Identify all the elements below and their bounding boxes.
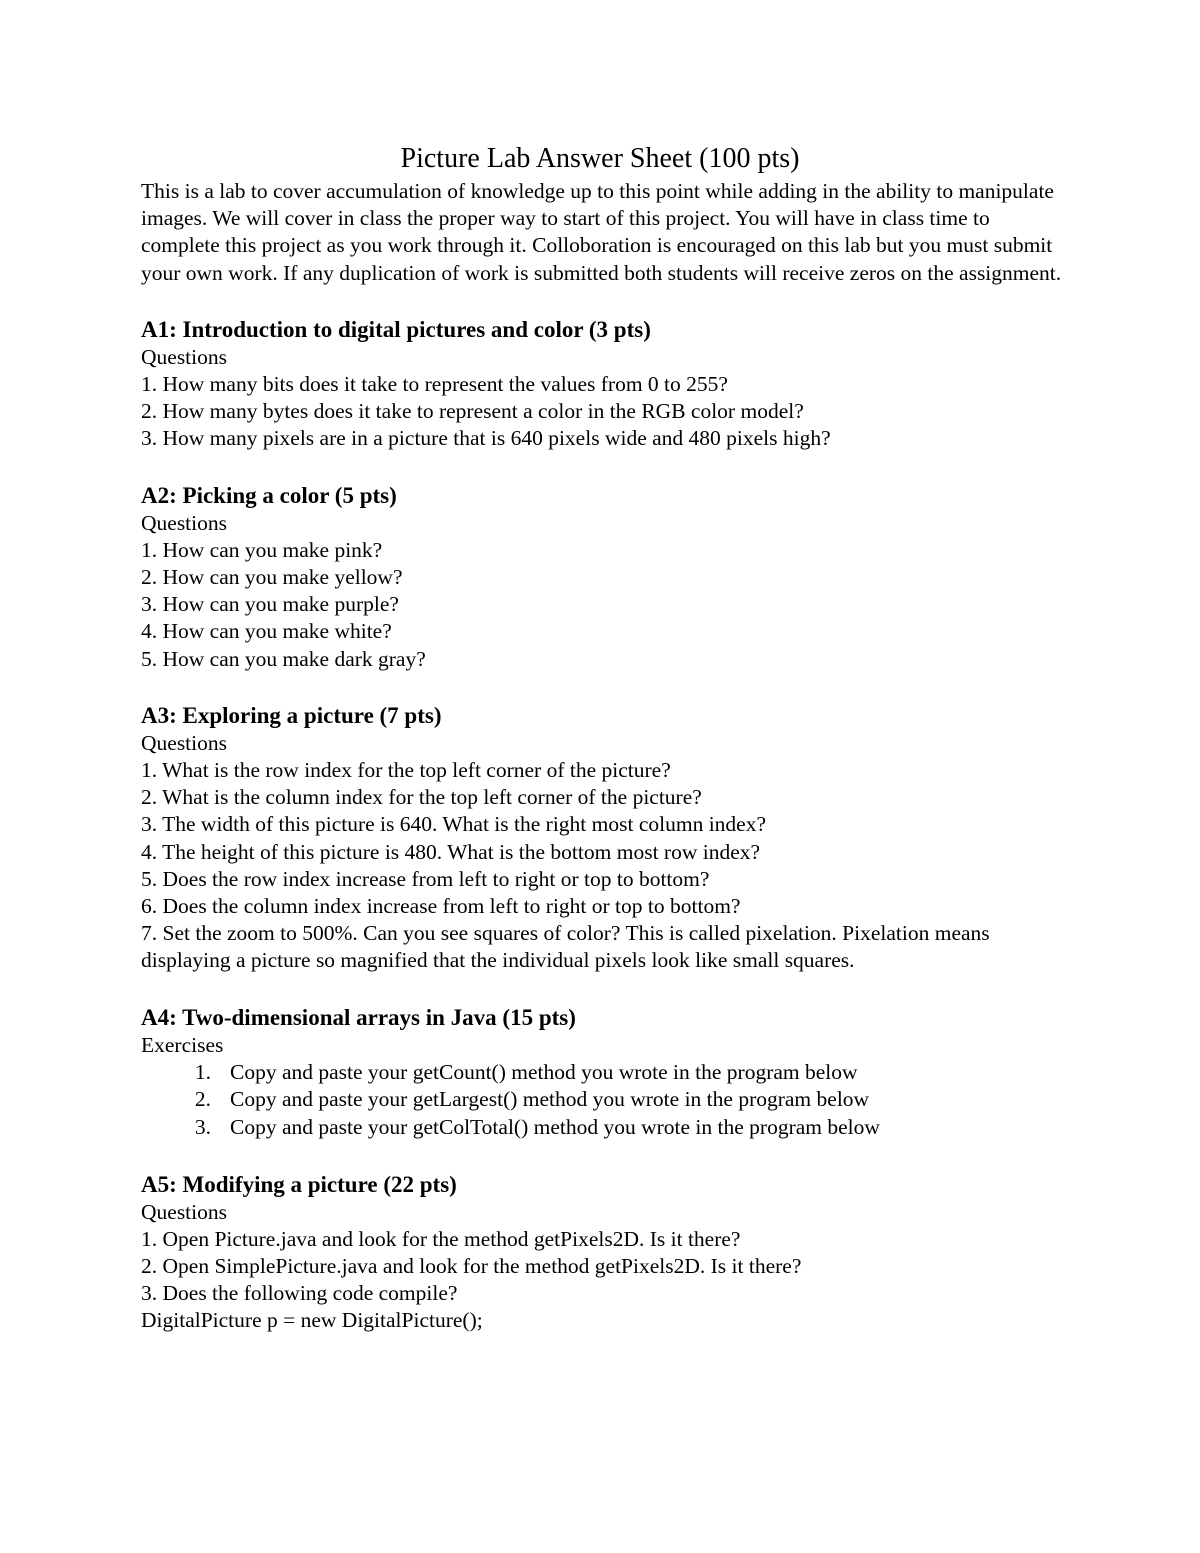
exercise-text: Copy and paste your getCount() method you wrote in the program below [230,1059,858,1084]
section-heading: A4: Two-dimensional arrays in Java (15 pts) [141,1004,576,1030]
intro-paragraph: This is a lab to cover accumulation of knowledge up to this point while adding in the ability to manipulate images. We will cover in class the proper way to start of this project. You will have in class time to complete this project as you work through it. Colloboration is encouraged on this lab but you must submit your own work. If any duplication of work is submitted both students will receive zeros on the assignment. [141,179,1062,285]
section-heading: A3: Exploring a picture (7 pts) [141,702,442,728]
section-a5 [141,1170,1071,1335]
document-page [141,142,1071,1335]
exercise-number: 2. [194,1087,211,1112]
question-line: 3. How can you make purple? [141,592,399,617]
section-subhead: Exercises [141,1032,224,1057]
exercise-text: Copy and paste your getColTotal() method you wrote in the program below [230,1115,880,1140]
question-line: 2. How many bytes does it take to represent a color in the RGB color model? [141,399,804,424]
section-heading: A2: Picking a color (5 pts) [141,482,397,508]
question-line: 7. Set the zoom to 500%. Can you see squares of color? This is called pixelation. Pixelation means displaying a picture so magnified that the individual pixels look like small squares. [141,921,990,973]
question-line: 4. The height of this picture is 480. What is the bottom most row index? [141,839,761,864]
question-line: 3. The width of this picture is 640. What is the right most column index? [141,812,767,837]
section-subhead: Questions [141,344,227,369]
section-a3 [141,701,1071,975]
section-heading: A5: Modifying a picture (22 pts) [141,1171,457,1197]
section-subhead: Questions [141,730,227,755]
section-heading: A1: Introduction to digital pictures and color (3 pts) [141,316,651,342]
question-line: 1. How many bits does it take to represent the values from 0 to 255? [141,372,728,397]
question-line: 3. How many pixels are in a picture that is 640 pixels wide and 480 pixels high? [141,426,831,451]
section-subhead: Questions [141,510,227,535]
section-subhead: Questions [141,1199,227,1224]
question-line: 1. Open Picture.java and look for the method getPixels2D. Is it there? [141,1226,741,1251]
exercise-item [141,1059,1071,1087]
code-line: DigitalPicture p = new DigitalPicture(); [141,1308,483,1333]
question-line: 2. What is the column index for the top left corner of the picture? [141,785,702,810]
question-line: 5. Does the row index increase from left to right or top to bottom? [141,866,710,891]
question-line: 4. How can you make white? [141,619,392,644]
exercise-item [141,1086,1071,1114]
exercise-number: 1. [194,1059,211,1084]
question-line: 1. What is the row index for the top left corner of the picture? [141,758,671,783]
section-a2 [141,481,1071,673]
exercise-text: Copy and paste your getLargest() method you wrote in the program below [230,1087,870,1112]
question-line: 2. How can you make yellow? [141,565,403,590]
section-a4 [141,1003,1071,1142]
section-a1 [141,315,1071,453]
exercise-list [141,1059,1071,1142]
question-line: 6. Does the column index increase from left to right or top to bottom? [141,894,741,919]
exercise-item [141,1114,1071,1142]
document-title: Picture Lab Answer Sheet (100 pts) [400,143,800,174]
question-line: 2. Open SimplePicture.java and look for the method getPixels2D. Is it there? [141,1254,802,1279]
question-line: 5. How can you make dark gray? [141,646,426,671]
exercise-number: 3. [194,1115,211,1140]
question-line: 1. How can you make pink? [141,537,383,562]
question-line: 3. Does the following code compile? [141,1281,458,1306]
